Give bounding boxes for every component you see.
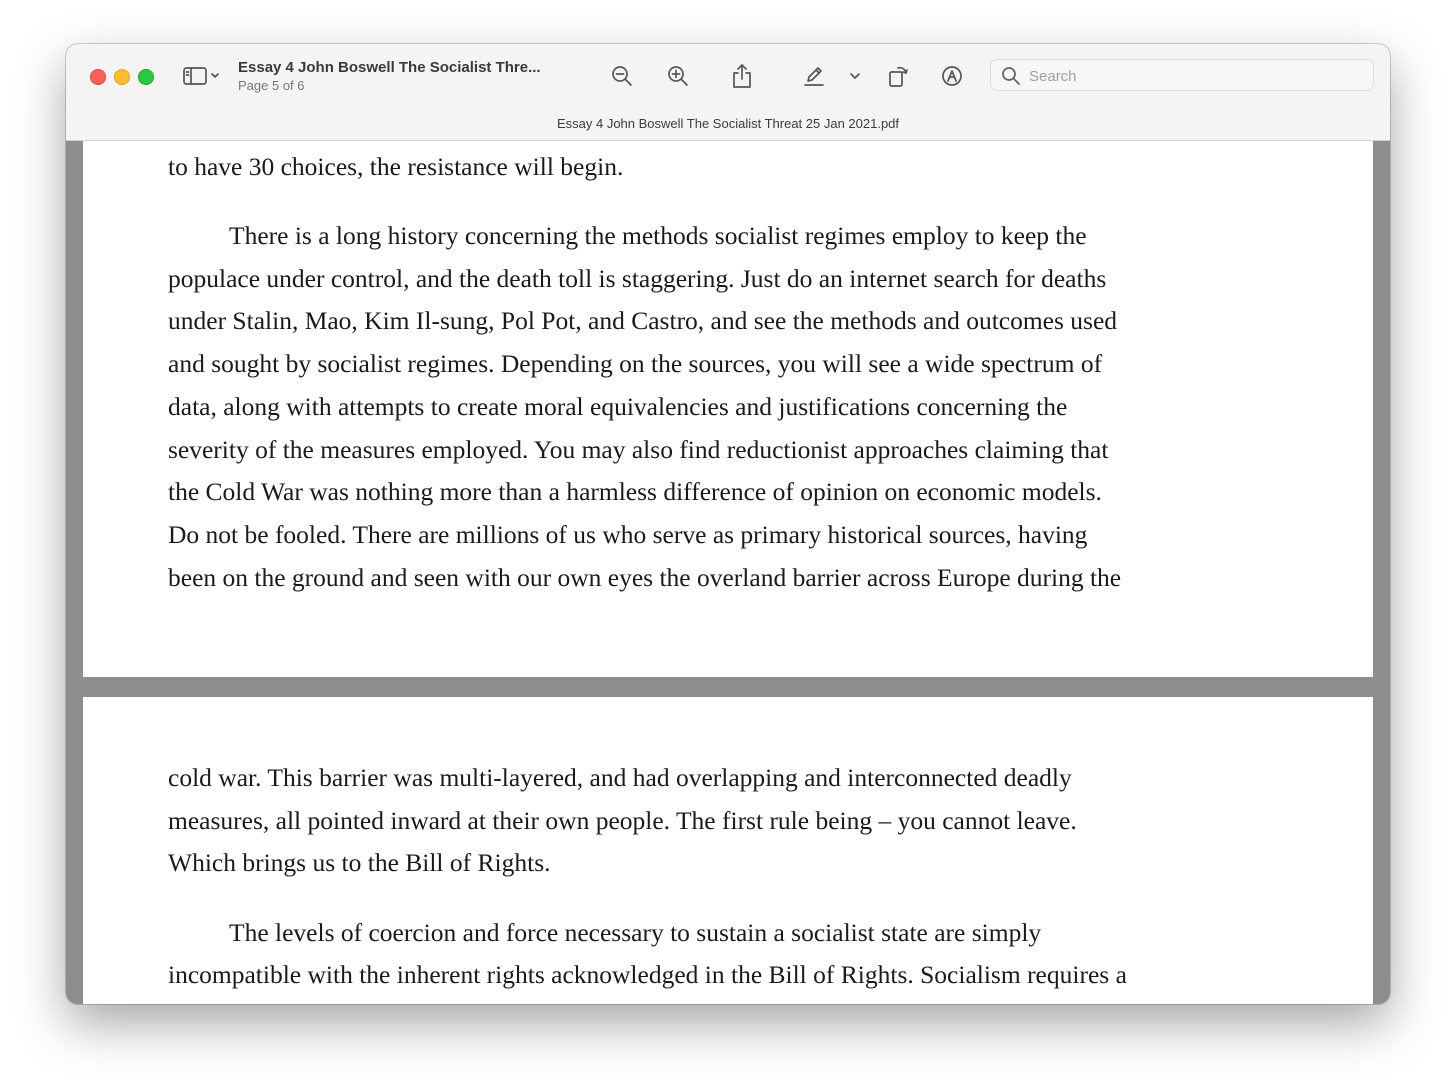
search-field[interactable] <box>990 59 1374 91</box>
toolbar <box>66 44 1390 141</box>
close-window-button[interactable] <box>90 69 106 85</box>
file-name-title: Essay 4 John Boswell The Socialist Threat 25 Jan 2021.pdf <box>556 116 900 131</box>
text-line: Do not be fooled. There are millions of us who serve as primary historical sources, having <box>168 520 1088 549</box>
zoom-in-icon <box>666 64 690 88</box>
text-line: Which brings us to the Bill of Rights. <box>168 848 551 877</box>
text-line: and sought by socialist regimes. Depending on the sources, you will see a wide spectrum of <box>168 349 1103 378</box>
document-title: Essay 4 John Boswell The Socialist Thre... <box>238 59 541 76</box>
zoom-in-button[interactable] <box>664 62 692 90</box>
pdf-page[interactable] <box>83 141 1373 677</box>
fullscreen-window-button[interactable] <box>138 69 154 85</box>
markup-options-button[interactable] <box>846 62 864 90</box>
search-icon <box>1001 66 1021 86</box>
share-icon <box>730 63 754 89</box>
text-line: There is a long history concerning the methods socialist regimes employ to keep the <box>229 221 1087 250</box>
text-line: to have 30 choices, the resistance will begin. <box>168 152 624 181</box>
rotate-button[interactable] <box>884 62 912 90</box>
zoom-out-icon <box>610 64 634 88</box>
text-line: incompatible with the inherent rights acknowledged in the Bill of Rights. Socialism requires a <box>168 960 1127 989</box>
text-line: cold war. This barrier was multi-layered, and had overlapping and interconnected deadly <box>168 763 1072 792</box>
text-line: The levels of coercion and force necessary to sustain a socialist state are simply <box>229 918 1042 947</box>
text-line: been on the ground and seen with our own eyes the overland barrier across Europe during the <box>168 563 1122 592</box>
search-input[interactable] <box>1027 64 1361 88</box>
zoom-out-button[interactable] <box>608 62 636 90</box>
annotate-button[interactable] <box>938 62 966 90</box>
sidebar-toggle-button[interactable] <box>182 62 222 90</box>
text-line: measures, all pointed inward at their own people. The first rule being – you cannot leave. <box>168 806 1077 835</box>
pen-icon <box>802 64 826 88</box>
page-indicator: Page 5 of 6 <box>238 78 305 93</box>
text-line: data, along with attempts to create moral equivalencies and justifications concerning the <box>168 392 1068 421</box>
text-line: the Cold War was nothing more than a harmless difference of opinion on economic models. <box>168 477 1102 506</box>
rotate-icon <box>886 64 910 88</box>
text-line: under Stalin, Mao, Kim Il-sung, Pol Pot, and Castro, and see the methods and outcomes used <box>168 306 1118 335</box>
minimize-window-button[interactable] <box>114 69 130 85</box>
text-line: severity of the measures employed. You may also find reductionist approaches claiming that <box>168 435 1109 464</box>
text-line: populace under control, and the death toll is staggering. Just do an internet search for deaths <box>168 264 1107 293</box>
markup-circle-icon <box>940 64 964 88</box>
chevron-down-icon <box>848 69 862 83</box>
share-button[interactable] <box>728 62 756 90</box>
preview-window <box>66 44 1390 1004</box>
pdf-page[interactable] <box>83 697 1373 1004</box>
sidebar-icon <box>182 66 222 86</box>
markup-pen-button[interactable] <box>800 62 828 90</box>
